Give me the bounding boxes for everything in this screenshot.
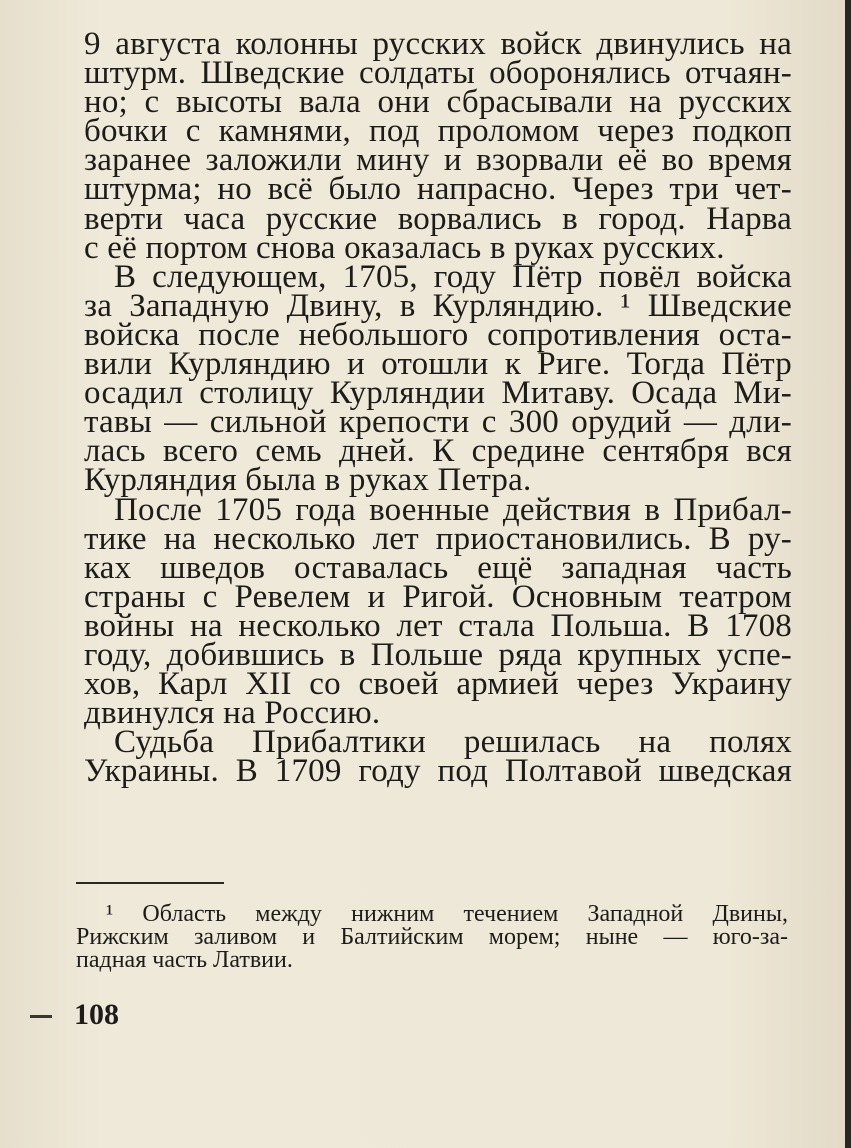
text-line: вили Курляндию и отошли к Риге. Тогда Пётр (84, 346, 792, 383)
text-line: 9 августа колонны русских войск двинулись на (84, 26, 792, 62)
text-line: войны на несколько лет стала Польша. В 1708 (84, 607, 792, 644)
text-line: заранее заложили мину и взорвали её во время (84, 142, 792, 179)
text-line: хов, Карл XII со своей армией через Украину (84, 666, 792, 703)
page-number: 108 (74, 998, 119, 1031)
text-line: году, добившись в Польше ряда крупных успе- (84, 636, 792, 673)
text-line: осадил столицу Курляндии Митаву. Осада Ми- (84, 375, 792, 412)
text-line: штурма; но всё было напрасно. Через три чет- (84, 171, 792, 208)
text-line: Курляндия была в руках Петра. (84, 462, 532, 499)
text-line: верти часа русские ворвались в город. Нарва (84, 200, 792, 237)
text-line: но; с высоты вала они сбрасывали на русских (84, 84, 792, 121)
text-line: тавы — сильной крепости с 300 орудий — дли- (84, 404, 792, 441)
text-line: В следующем, 1705, году Пётр повёл войска (114, 258, 792, 295)
footnote (76, 903, 788, 972)
text-line: После 1705 года военные действия в Прибал- (114, 491, 792, 528)
text-line: с её портом снова оказалась в руках русских. (84, 229, 725, 266)
text-line: Украины. В 1709 году под Полтавой шведская (84, 753, 792, 790)
body-text (84, 26, 792, 790)
margin-mark (30, 1015, 52, 1018)
text-line: лась всего семь дней. К средине сентября вся (84, 433, 792, 470)
text-line: штурм. Шведские солдаты оборонялись отчаян- (84, 55, 792, 92)
text-line: Судьба Прибалтики решилась на полях (114, 724, 792, 761)
text-line: бочки с камнями, под проломом через подкоп (84, 113, 792, 150)
text-line: страны с Ревелем и Ригой. Основным театром (84, 578, 792, 615)
footnote-line: Рижским заливом и Балтийским морем; ныне — юго-за- (76, 924, 788, 950)
text-line: двинулся на Россию. (84, 695, 381, 732)
text-line: за Западную Двину, в Курляндию. ¹ Шведские (84, 287, 792, 324)
footnote-line: падная часть Латвии. (76, 947, 293, 973)
text-line: войска после небольшого сопротивления оста- (84, 316, 792, 353)
text-line: ках шведов оставалась ещё западная часть (84, 549, 792, 586)
footnote-line: ¹ Область между нижним течением Западной Двины, (106, 901, 788, 927)
footnote-divider (76, 882, 224, 884)
page-edge-shadow (845, 0, 851, 1148)
text-line: тике на несколько лет приостановились. В ру- (84, 520, 792, 557)
